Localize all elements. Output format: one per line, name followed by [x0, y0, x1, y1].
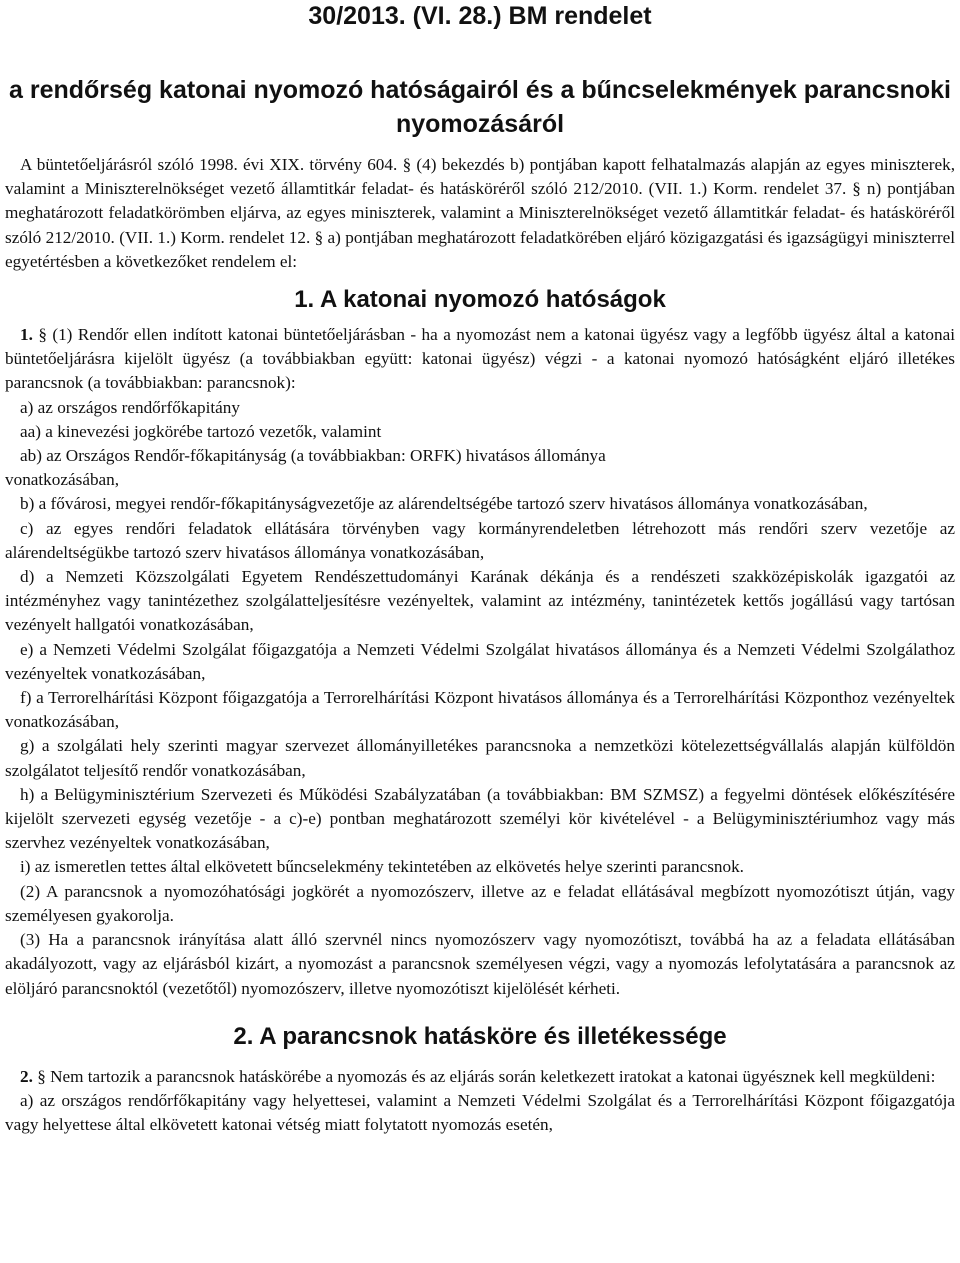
document-page — [5, 0, 955, 1137]
list-item: f) a Terrorelhárítási Központ főigazgatója a Terrorelhárítási Központ hivatásos állománya és a Terrorelhárítási Központhoz vezényeltek vonatkozásában, — [5, 688, 955, 732]
section-2-heading: 2. A parancsnok hatásköre és illetékessége — [233, 1022, 727, 1050]
document-subtitle: a rendőrség katonai nyomozó hatóságairól és a bűncselekmények parancsnoki nyomozásáról — [9, 76, 951, 138]
section-2-intro-text: § Nem tartozik a parancsnok hatáskörébe a nyomozás és az eljárás során keletkezett iratokat a katonai ügyésznek kell megküldeni: — [37, 1066, 936, 1086]
document-title: 30/2013. (VI. 28.) BM rendelet — [308, 2, 652, 30]
list-item: c) az egyes rendőri feladatok ellátására törvényben vagy kormányrendeletben létrehozott más rendőri szerv vezetője az alárendeltségükbe tartozó szerv hivatásos állománya vonatkozásában, — [5, 518, 955, 562]
list-item: e) a Nemzeti Védelmi Szolgálat főigazgatója a Nemzeti Védelmi Szolgálat hivatásos állománya és a Nemzeti Védelmi Szolgálathoz vezényeltek vonatkozásában, — [5, 639, 955, 683]
list-item: d) a Nemzeti Közszolgálati Egyetem Rendészettudományi Karának dékánja és a rendészeti szakközépiskolák igazgatói az intézményhez vagy tanintézethez szolgálatteljesítésre vezényeltek, valamint az intézmény, tanintézetek kettős jogállású vagy tartósan vezényelt hallgatói vonatkozásában, — [5, 567, 955, 635]
list-item: i) az ismeretlen tettes által elkövetett bűncselekmény tekintetében az elkövetés helye szerinti parancsnok. — [20, 857, 744, 877]
list-item: a) az országos rendőrfőkapitány — [20, 397, 240, 417]
list-item: (2) A parancsnok a nyomozóhatósági jogkörét a nyomozószerv, illetve az e feladat ellátásával megbízott nyomozótiszt útján, vagy személyesen gyakorolja. — [5, 881, 955, 925]
preamble: A büntetőeljárásról szóló 1998. évi XIX. törvény 604. § (4) bekezdés b) pontjában kapott felhatalmazás alapján az egyes miniszterek, valamint a Miniszterelnökséget vezető államtitkár feladat- és hatásköréről szóló 212/2010. (VII. 1.) Korm. rendelet 37. § n) pontjában meghatározott feladatkörömben eljárva, az egyes miniszterek, valamint a Miniszterelnökséget vezető államtitkár feladat- és hatásköréről szóló 212/2010. (VII. 1.) Korm. rendelet 12. § a) pontjában meghatározott feladatkörében eljáró közigazgatási és igazságügyi miniszterrel egyetértésben a következőket rendelem el: — [5, 155, 955, 271]
list-item: ab) az Országos Rendőr-főkapitányság (a továbbiakban: ORFK) hivatásos állománya — [20, 446, 606, 466]
section-2-intro — [5, 1065, 955, 1089]
list-item: b) a fővárosi, megyei rendőr-főkapitányságvezetője az alárendeltségébe tartozó szerv hivatásos állománya vonatkozásában, — [20, 494, 868, 514]
section-1-intro — [5, 323, 955, 396]
section-1-heading: 1. A katonai nyomozó hatóságok — [294, 286, 666, 314]
list-item: vonatkozásában, — [5, 470, 120, 490]
list-item: g) a szolgálati hely szerinti magyar szervezet állományilletékes parancsnoka a nemzetközi kötelezettségvállalás alapján külföldön szolgálatot teljesítő rendőr vonatkozásában, — [5, 736, 955, 780]
list-item: (3) Ha a parancsnok irányítása alatt álló szervnél nincs nyomozószerv vagy nyomozótiszt, továbbá ha az a feladata ellátásában akadályozott, vagy az eljárásból kizárt, a nyomozást a parancsnok személyesen végzi, vagy a nyomozás lefolytatására a parancsnok az elöljáró parancsnoktól (vezetőtől) nyomozószerv, illetve nyomozótiszt kijelölését kérheti. — [5, 930, 955, 998]
section-1-intro-text: § (1) Rendőr ellen indított katonai büntetőeljárásban - ha a nyomozást nem a katonai ügyész vagy a legfőbb ügyész által a katonai büntetőeljárásra kijelölt ügyész (a továbbiakban együtt: katonai ügyész) végzi - a katonai nyomozó hatóságként eljáró illetékes parancsnok (a továbbiakban: parancsnok): — [5, 325, 956, 393]
list-item: aa) a kinevezési jogkörébe tartozó vezetők, valamint — [20, 421, 382, 441]
list-item: a) az országos rendőrfőkapitány vagy helyettesei, valamint a Nemzeti Védelmi Szolgálat és a Terrorelhárítási Központ főigazgatója vagy helyettese által elkövetett katonai vétség miatt folytatott nyomozás esetén, — [5, 1090, 955, 1135]
paragraph-number: 1. — [20, 325, 33, 345]
list-item: h) a Belügyminisztérium Szervezeti és Működési Szabályzatában (a továbbiakban: BM SZMSZ) a fegyelmi döntések előkészítésére kijelölt szervezeti egység vezetője - a c)-e) pontban meghatározott személyi kör kivételével - a Belügyminisztériumhoz vagy más szervhez vezényeltek vonatkozásában, — [5, 784, 955, 853]
paragraph-number: 2. — [20, 1066, 33, 1086]
